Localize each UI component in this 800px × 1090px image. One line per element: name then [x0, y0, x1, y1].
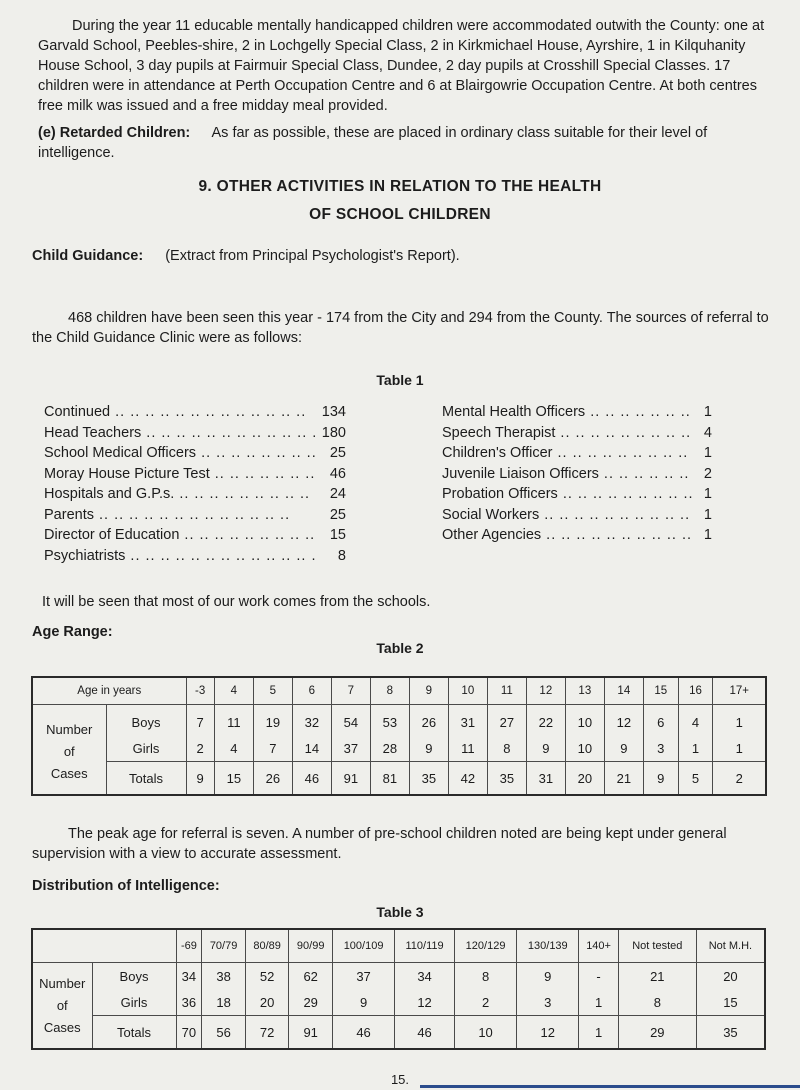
table-cell: 10	[454, 1016, 516, 1050]
referral-source: Mental Health Officers .. ..	[442, 402, 692, 423]
retarded-children-paragraph	[38, 123, 778, 163]
column-header: -69	[176, 929, 202, 963]
table-cell: 5	[678, 762, 713, 796]
table-cell: 12	[604, 705, 643, 736]
schools-note: It will be seen that most of our work comes from the schools.	[42, 594, 431, 610]
referral-row	[44, 464, 346, 485]
column-header: 6	[292, 677, 331, 705]
table-cell: 9	[409, 735, 448, 762]
table-cell: 1	[678, 735, 713, 762]
table-cell: 81	[370, 762, 409, 796]
column-header: 14	[604, 677, 643, 705]
table-cell: 9	[517, 963, 579, 990]
column-header: 110/119	[395, 929, 455, 963]
referral-source: Speech Therapist .. ..	[442, 423, 692, 444]
table1-caption: Table 1	[376, 372, 424, 388]
table-cell: 2	[454, 989, 516, 1016]
table-cell: 38	[202, 963, 246, 990]
table-header-row	[32, 929, 765, 963]
table-cell: 2	[713, 762, 766, 796]
table-row	[32, 705, 766, 736]
child-guidance-text: (Extract from Principal Psychologist's Report).	[165, 248, 460, 264]
referral-row	[442, 505, 712, 526]
row-group-word: of	[63, 743, 75, 759]
column-header: 8	[370, 677, 409, 705]
column-header: 70/79	[202, 929, 246, 963]
age-range-table	[31, 676, 767, 796]
intro-paragraph: During the year 11 educable mentally handicapped children were accommodated outwith the County: one at Garvald School, Peebles-shire, 2 in Lochgelly Special Class, 2 in Kirkmichael House, Ayrshire, 1 in Kilquhanity House School, 3 day pupils at Fairmuir Special Class, Dundee, 2 day pupils at Crosshill Special Classes. 17 children were in attendance at Perth Occupation Centre and 6 at Blairgowrie Occupation Centre. At both centres free milk was issued and a free midday meal provided.	[38, 18, 765, 114]
column-header: 90/99	[289, 929, 333, 963]
referral-count: 1	[692, 484, 712, 505]
table-cell: 26	[409, 705, 448, 736]
table-row	[32, 735, 766, 762]
referral-row	[44, 402, 346, 423]
referral-count: 15	[316, 525, 346, 546]
table-cell: 3	[517, 989, 579, 1016]
referral-count: 1	[692, 443, 712, 464]
referral-count: 8	[316, 546, 346, 567]
table-cell: 37	[332, 963, 394, 990]
referral-row	[44, 505, 346, 526]
referral-count: 24	[316, 484, 346, 505]
table-cell: 4	[678, 705, 713, 736]
column-header: 13	[565, 677, 604, 705]
table-cell: 21	[604, 762, 643, 796]
table-cell: 8	[454, 963, 516, 990]
referral-count: 2	[692, 464, 712, 485]
table-cell: 9	[186, 762, 214, 796]
column-header: 17+	[713, 677, 766, 705]
table-cell: 46	[332, 1016, 394, 1050]
referral-source: Children's Officer .. ..	[442, 443, 692, 464]
header-label: Age in years	[32, 677, 186, 705]
table-cell: 9	[526, 735, 565, 762]
table-cell: 42	[448, 762, 487, 796]
referral-list-right	[442, 402, 712, 546]
table-cell: 29	[618, 1016, 696, 1050]
table-cell: 31	[526, 762, 565, 796]
table-cell: 72	[245, 1016, 289, 1050]
table-cell: 46	[292, 762, 331, 796]
referral-source: Director of Education .. ..	[44, 525, 316, 546]
table-cell: 8	[487, 735, 526, 762]
retarded-children-lead: (e) Retarded Children:	[38, 125, 191, 141]
table-cell: 6	[643, 705, 678, 736]
table-cell: 31	[448, 705, 487, 736]
table-cell: 35	[409, 762, 448, 796]
referral-count: 4	[692, 423, 712, 444]
referral-row	[44, 423, 346, 444]
referrals-paragraph: 468 children have been seen this year - 174 from the City and 294 from the County. The sources of referral to the Child Guidance Clinic were as follows:	[32, 310, 769, 346]
table-cell: 32	[292, 705, 331, 736]
table-cell: 11	[448, 735, 487, 762]
table3-caption: Table 3	[376, 904, 424, 920]
table-cell: 12	[395, 989, 455, 1016]
referral-count: 25	[316, 505, 346, 526]
table-cell: 9	[643, 762, 678, 796]
column-header: 130/139	[517, 929, 579, 963]
column-header: 12	[526, 677, 565, 705]
row-label: Totals	[106, 762, 186, 796]
column-header: Not tested	[618, 929, 696, 963]
referral-source: Juvenile Liaison Officers .. ..	[442, 464, 692, 485]
table-cell: -	[579, 963, 618, 990]
column-header: 11	[487, 677, 526, 705]
referral-source: Hospitals and G.P.s. .. ..	[44, 484, 316, 505]
referral-count: 46	[316, 464, 346, 485]
table-cell: 3	[643, 735, 678, 762]
bottom-rule	[420, 1085, 800, 1088]
referral-row	[44, 525, 346, 546]
referral-source: School Medical Officers .. ..	[44, 443, 316, 464]
column-header: 10	[448, 677, 487, 705]
table-cell: 35	[696, 1016, 765, 1050]
table-cell: 46	[395, 1016, 455, 1050]
table-cell: 12	[517, 1016, 579, 1050]
table-cell: 35	[487, 762, 526, 796]
referral-list-left	[44, 402, 346, 566]
intelligence-table	[31, 928, 766, 1050]
column-header: 5	[253, 677, 292, 705]
table-cell: 9	[332, 989, 394, 1016]
column-header: 4	[214, 677, 253, 705]
referral-count: 25	[316, 443, 346, 464]
table-cell: 27	[487, 705, 526, 736]
referral-source: Psychiatrists .. ..	[44, 546, 316, 567]
referral-row	[44, 484, 346, 505]
referral-source: Continued .. ..	[44, 402, 316, 423]
table-header-row	[32, 677, 766, 705]
referral-row	[442, 525, 712, 546]
table-row	[32, 1016, 765, 1050]
row-group-label	[32, 705, 106, 796]
row-group-word: Cases	[50, 765, 88, 781]
page-number: 15.	[390, 1072, 410, 1087]
row-group-word: Number	[39, 975, 86, 991]
table-cell: 9	[604, 735, 643, 762]
table-cell: 22	[526, 705, 565, 736]
table-cell: 20	[696, 963, 765, 990]
table-cell: 19	[253, 705, 292, 736]
retarded-children-text: As far as possible, these are placed in ordinary class suitable for their level of intelligence.	[38, 125, 708, 161]
table-cell: 1	[579, 989, 618, 1016]
row-label: Girls	[106, 735, 186, 762]
child-guidance-lead: Child Guidance:	[32, 248, 144, 264]
row-group-word: of	[56, 997, 68, 1013]
referral-count: 180	[316, 423, 346, 444]
table-cell: 1	[579, 1016, 618, 1050]
row-group-label	[32, 963, 92, 1050]
table2-caption: Table 2	[376, 640, 424, 656]
referral-source: Probation Officers .. ..	[442, 484, 692, 505]
table-cell: 1	[713, 735, 766, 762]
referral-source: Moray House Picture Test .. ..	[44, 464, 316, 485]
intelligence-heading: Distribution of Intelligence:	[32, 878, 220, 894]
table-cell: 53	[370, 705, 409, 736]
column-header: 16	[678, 677, 713, 705]
table-cell: 91	[289, 1016, 333, 1050]
column-header: Not M.H.	[696, 929, 765, 963]
referral-source: Parents .. ..	[44, 505, 316, 526]
row-label: Totals	[92, 1016, 176, 1050]
table-cell: 7	[186, 705, 214, 736]
referral-count: 1	[692, 505, 712, 526]
column-header: 100/109	[332, 929, 394, 963]
column-header: 9	[409, 677, 448, 705]
section-heading-line2: OF SCHOOL CHILDREN	[309, 206, 491, 223]
table-row	[32, 963, 765, 990]
referral-row	[44, 443, 346, 464]
section-heading-line1: 9. OTHER ACTIVITIES IN RELATION TO THE HEALTH	[198, 178, 602, 195]
table-cell: 36	[176, 989, 202, 1016]
table-cell: 34	[395, 963, 455, 990]
referral-row	[442, 443, 712, 464]
row-label: Boys	[92, 963, 176, 990]
table-cell: 18	[202, 989, 246, 1016]
table-cell: 14	[292, 735, 331, 762]
table-cell: 70	[176, 1016, 202, 1050]
column-header: 140+	[579, 929, 618, 963]
column-header: 120/129	[454, 929, 516, 963]
row-label: Girls	[92, 989, 176, 1016]
referral-count: 134	[316, 402, 346, 423]
table-cell: 62	[289, 963, 333, 990]
table-cell: 91	[331, 762, 370, 796]
table-cell: 2	[186, 735, 214, 762]
referral-source: Social Workers .. ..	[442, 505, 692, 526]
header-blank	[32, 929, 176, 963]
table-cell: 26	[253, 762, 292, 796]
referral-source: Other Agencies .. ..	[442, 525, 692, 546]
referral-row	[442, 484, 712, 505]
referral-row	[442, 423, 712, 444]
age-range-heading: Age Range:	[32, 624, 113, 640]
table-cell: 4	[214, 735, 253, 762]
table-cell: 20	[245, 989, 289, 1016]
table-cell: 21	[618, 963, 696, 990]
table-cell: 8	[618, 989, 696, 1016]
table-row	[32, 762, 766, 796]
row-group-word: Cases	[43, 1019, 81, 1035]
row-label: Boys	[106, 705, 186, 736]
column-header: -3	[186, 677, 214, 705]
peak-age-paragraph: The peak age for referral is seven. A number of pre-school children noted are being kept under general supervision with a view to accurate assessment.	[32, 826, 727, 862]
table-cell: 15	[214, 762, 253, 796]
child-guidance-line	[32, 246, 772, 266]
table-cell: 15	[696, 989, 765, 1016]
table-cell: 52	[245, 963, 289, 990]
row-group-word: Number	[46, 721, 93, 737]
referral-count: 1	[692, 402, 712, 423]
table-cell: 11	[214, 705, 253, 736]
table-cell: 28	[370, 735, 409, 762]
table-cell: 10	[565, 735, 604, 762]
table-cell: 54	[331, 705, 370, 736]
table-cell: 37	[331, 735, 370, 762]
column-header: 7	[331, 677, 370, 705]
table-cell: 34	[176, 963, 202, 990]
referral-row	[442, 402, 712, 423]
column-header: 15	[643, 677, 678, 705]
table-cell: 29	[289, 989, 333, 1016]
referral-count: 1	[692, 525, 712, 546]
table-cell: 1	[713, 705, 766, 736]
referral-source: Head Teachers .. ..	[44, 423, 316, 444]
column-header: 80/89	[245, 929, 289, 963]
referral-row	[442, 464, 712, 485]
table-cell: 10	[565, 705, 604, 736]
table-cell: 7	[253, 735, 292, 762]
table-cell: 56	[202, 1016, 246, 1050]
referral-row	[44, 546, 346, 567]
table-cell: 20	[565, 762, 604, 796]
table-row	[32, 989, 765, 1016]
